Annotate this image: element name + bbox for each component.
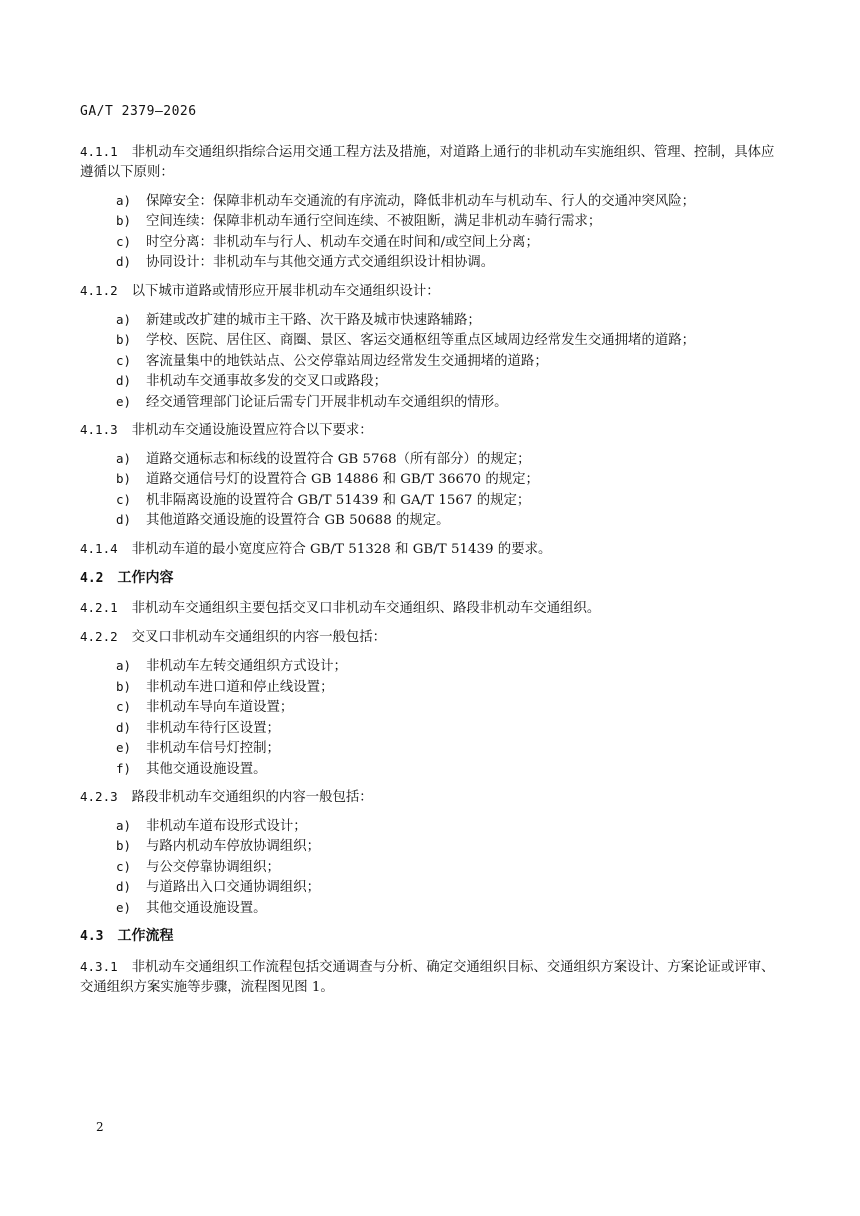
- clause-4-1-1: [80, 142, 780, 273]
- section-title: 工作流程: [117, 928, 174, 945]
- clause-body: 以下城市道路或情形应开展非机动车交通组织设计：: [131, 283, 440, 299]
- clause-text: [80, 420, 780, 441]
- list-item: [116, 816, 780, 837]
- list-text: 其他交通设施设置。: [146, 900, 267, 916]
- clause-text: [80, 281, 780, 302]
- list-text: 非机动车左转交通组织方式设计；: [146, 659, 347, 675]
- clause-number: 4.2.3: [80, 789, 118, 805]
- list-item: [116, 677, 780, 698]
- list-text: 保障安全：保障非机动车交通流的有序流动，降低非机动车与机动车、行人的交通冲突风险；: [146, 193, 696, 209]
- list-text: 机非隔离设施的设置符合 GB/T 51439 和 GA/T 1567 的规定；: [146, 492, 531, 508]
- clause-body: 路段非机动车交通组织的内容一般包括：: [131, 790, 373, 806]
- list-label: b): [116, 332, 132, 348]
- list-item: [116, 330, 780, 351]
- clause-body: 交叉口非机动车交通组织的内容一般包括：: [131, 630, 387, 646]
- standard-code: GA/T 2379—2026: [80, 104, 197, 119]
- page-number: 2: [96, 1120, 104, 1134]
- list-text: 非机动车信号灯控制；: [146, 741, 280, 757]
- clause-4-3-1: [80, 957, 780, 998]
- list-text: 与路内机动车停放协调组织；: [146, 839, 321, 855]
- list-label: c): [116, 491, 132, 507]
- list-text: 非机动车进口道和停止线设置；: [146, 679, 334, 695]
- section-number: 4.3: [80, 929, 104, 945]
- list-label: a): [116, 192, 132, 208]
- list-item: [116, 759, 780, 780]
- list-text: 与道路出入口交通协调组织；: [146, 880, 321, 896]
- list-label: c): [116, 352, 132, 368]
- list-item: [116, 449, 780, 470]
- list-item: [116, 857, 780, 878]
- list-item: [116, 898, 780, 919]
- clause-body: 非机动车道的最小宽度应符合 GB/T 51328 和 GB/T 51439 的要求。: [131, 541, 552, 557]
- clause-text: [80, 957, 780, 998]
- list-label: b): [116, 678, 132, 694]
- clause-body: 非机动车交通组织工作流程包括交通调查与分析、确定交通组织目标、交通组织方案设计、方案论证或评审、交通组织方案实施等步骤，流程图见图 1。: [80, 959, 775, 995]
- list-item: [116, 232, 780, 253]
- list-label: b): [116, 471, 132, 487]
- clause-text: [80, 142, 780, 183]
- clause-body: 非机动车交通设施设置应符合以下要求：: [131, 423, 373, 439]
- list-label: f): [116, 760, 132, 776]
- list-text: 非机动车交通事故多发的交叉口或路段；: [146, 374, 388, 390]
- list-text: 道路交通信号灯的设置符合 GB 14886 和 GB/T 36670 的规定；: [146, 472, 539, 488]
- list-item: [116, 718, 780, 739]
- clause-number: 4.3.1: [80, 958, 118, 974]
- list-item: [116, 738, 780, 759]
- list-label: e): [116, 393, 132, 409]
- list-label: b): [116, 838, 132, 854]
- list-label: d): [116, 512, 132, 528]
- clause-text: [80, 627, 780, 648]
- list-item: [116, 211, 780, 232]
- list-item: [116, 351, 780, 372]
- clause-4-1-4: [80, 539, 780, 560]
- list-label: d): [116, 373, 132, 389]
- list-item: [116, 877, 780, 898]
- list-label: d): [116, 879, 132, 895]
- section-heading-4-2: [80, 568, 780, 589]
- clause-4-2-3: [80, 787, 780, 918]
- list-text: 时空分离：非机动车与行人、机动车交通在时间和/或空间上分离；: [146, 234, 539, 250]
- list-item: [116, 656, 780, 677]
- list-text: 非机动车道布设形式设计；: [146, 818, 307, 834]
- list-text: 学校、医院、居住区、商圈、景区、客运交通枢纽等重点区域周边经常发生交通拥堵的道路；: [146, 333, 696, 349]
- clause-text: [80, 787, 780, 808]
- clause-4-2-2: [80, 627, 780, 779]
- list-label: a): [116, 658, 132, 674]
- clause-number: 4.1.1: [80, 144, 118, 159]
- list-text: 与公交停靠协调组织；: [146, 859, 280, 875]
- list-label: a): [116, 311, 132, 327]
- clause-text: [80, 539, 780, 560]
- list-label: b): [116, 213, 132, 229]
- clause-number: 4.1.2: [80, 282, 118, 298]
- list-label: a): [116, 450, 132, 466]
- clause-4-2-1: [80, 598, 780, 619]
- list-item: [116, 510, 780, 531]
- list-text: 协同设计：非机动车与其他交通方式交通组织设计相协调。: [146, 255, 495, 271]
- list-item: [116, 310, 780, 331]
- section-title: 工作内容: [117, 569, 174, 586]
- list-item: [116, 836, 780, 857]
- clause-body: 非机动车交通组织指综合运用交通工程方法及措施，对道路上通行的非机动车实施组织、管理、控制，具体应遵循以下原则：: [80, 145, 775, 180]
- list-label: d): [116, 254, 132, 270]
- list-item: [116, 490, 780, 511]
- section-heading-4-3: [80, 926, 780, 947]
- section-number: 4.2: [80, 570, 104, 586]
- list-text: 客流量集中的地铁站点、公交停靠站周边经常发生交通拥堵的道路；: [146, 353, 548, 369]
- list-text: 其他交通设施设置。: [146, 761, 267, 777]
- list-item: [116, 252, 780, 273]
- list-item: [116, 371, 780, 392]
- clause-body: 非机动车交通组织主要包括交叉口非机动车交通组织、路段非机动车交通组织。: [131, 601, 601, 617]
- list-item: [116, 191, 780, 212]
- list-item: [116, 697, 780, 718]
- list-label: c): [116, 858, 132, 874]
- list-label: a): [116, 817, 132, 833]
- list-label: e): [116, 740, 132, 756]
- list-text: 新建或改扩建的城市主干路、次干路及城市快速路辅路；: [146, 312, 481, 328]
- list-item: [116, 392, 780, 413]
- list-text: 道路交通标志和标线的设置符合 GB 5768（所有部分）的规定；: [146, 451, 531, 467]
- clause-number: 4.1.3: [80, 422, 118, 438]
- list-item: [116, 469, 780, 490]
- list-label: d): [116, 719, 132, 735]
- list-text: 经交通管理部门论证后需专门开展非机动车交通组织的情形。: [146, 394, 508, 410]
- list-label: c): [116, 233, 132, 249]
- list-text: 空间连续：保障非机动车通行空间连续、不被阻断，满足非机动车骑行需求；: [146, 214, 602, 230]
- clause-4-1-2: [80, 281, 780, 412]
- list-label: e): [116, 899, 132, 915]
- list-text: 非机动车导向车道设置；: [146, 700, 294, 716]
- clause-number: 4.2.2: [80, 629, 118, 645]
- clause-text: [80, 598, 780, 619]
- clause-number: 4.2.1: [80, 600, 118, 616]
- clause-4-1-3: [80, 420, 780, 531]
- clause-number: 4.1.4: [80, 540, 118, 556]
- list-text: 非机动车待行区设置；: [146, 720, 280, 736]
- list-text: 其他道路交通设施的设置符合 GB 50688 的规定。: [146, 513, 450, 529]
- list-label: c): [116, 699, 132, 715]
- document-body: [80, 142, 780, 1006]
